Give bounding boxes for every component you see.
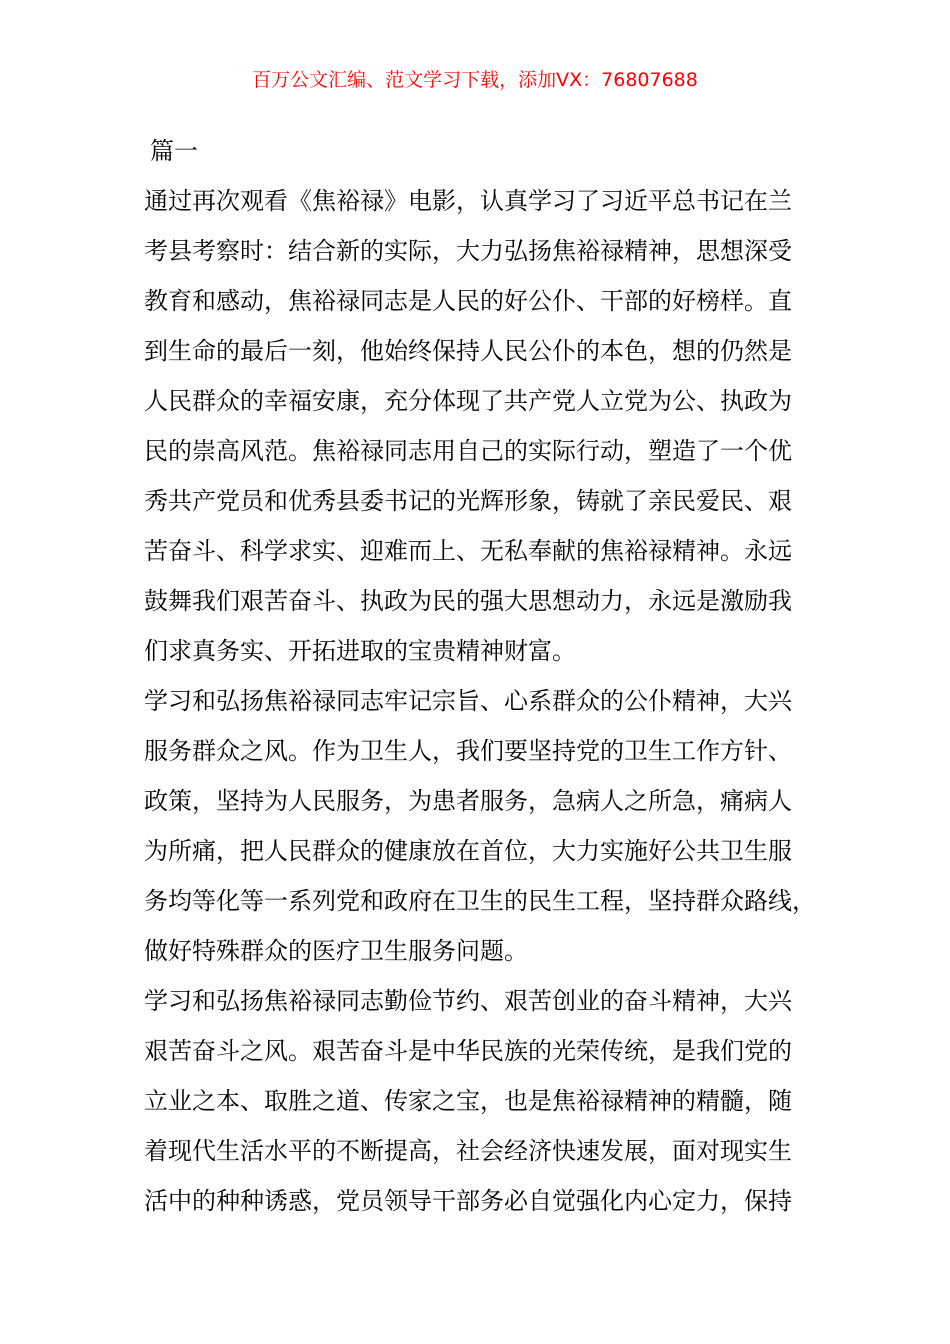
text-line: 学习和弘扬焦裕禄同志牢记宗旨、心系群众的公仆精神，大兴 — [144, 687, 792, 715]
body-text — [144, 182, 844, 1232]
text-line: 考县考察时：结合新的实际，大力弘扬焦裕禄精神，思想深受 — [144, 237, 792, 265]
text-line: 政策，坚持为人民服务，为患者服务，急病人之所急，痛病人 — [144, 787, 792, 815]
text-line: 民的崇高风范。焦裕禄同志用自己的实际行动，塑造了一个优 — [144, 437, 792, 465]
text-line: 艰苦奋斗之风。艰苦奋斗是中华民族的光荣传统，是我们党的 — [144, 1037, 792, 1065]
text-line: 到生命的最后一刻，他始终保持人民公仆的本色，想的仍然是 — [144, 337, 792, 365]
text-line: 活中的种种诱惑，党员领导干部务必自觉强化内心定力，保持 — [144, 1187, 792, 1215]
text-line: 人民群众的幸福安康，充分体现了共产党人立党为公、执政为 — [144, 387, 792, 415]
header-banner: 百万公文汇编、范文学习下载，添加VX：76807688 — [252, 69, 698, 91]
text-line: 教育和感动，焦裕禄同志是人民的好公仆、干部的好榜样。直 — [144, 287, 792, 315]
text-line: 们求真务实、开拓进取的宝贵精神财富。 — [144, 637, 576, 665]
text-line: 为所痛，把人民群众的健康放在首位，大力实施好公共卫生服 — [144, 837, 792, 865]
text-line: 通过再次观看《焦裕禄》电影，认真学习了习近平总书记在兰 — [144, 187, 792, 215]
text-line: 秀共产党员和优秀县委书记的光辉形象，铸就了亲民爱民、艰 — [144, 487, 792, 515]
text-line: 服务群众之风。作为卫生人，我们要坚持党的卫生工作方针、 — [144, 737, 792, 765]
text-line: 务均等化等一系列党和政府在卫生的民生工程，坚持群众路线， — [144, 887, 816, 915]
text-line: 鼓舞我们艰苦奋斗、执政为民的强大思想动力，永远是激励我 — [144, 587, 792, 615]
text-line: 学习和弘扬焦裕禄同志勤俭节约、艰苦创业的奋斗精神，大兴 — [144, 987, 792, 1015]
text-line: 苦奋斗、科学求实、迎难而上、无私奉献的焦裕禄精神。永远 — [144, 537, 792, 565]
section-title: 篇一 — [150, 137, 198, 165]
text-line: 着现代生活水平的不断提高，社会经济快速发展，面对现实生 — [144, 1137, 792, 1165]
text-line: 做好特殊群众的医疗卫生服务问题。 — [144, 937, 528, 965]
text-line: 立业之本、取胜之道、传家之宝，也是焦裕禄精神的精髓，随 — [144, 1087, 792, 1115]
